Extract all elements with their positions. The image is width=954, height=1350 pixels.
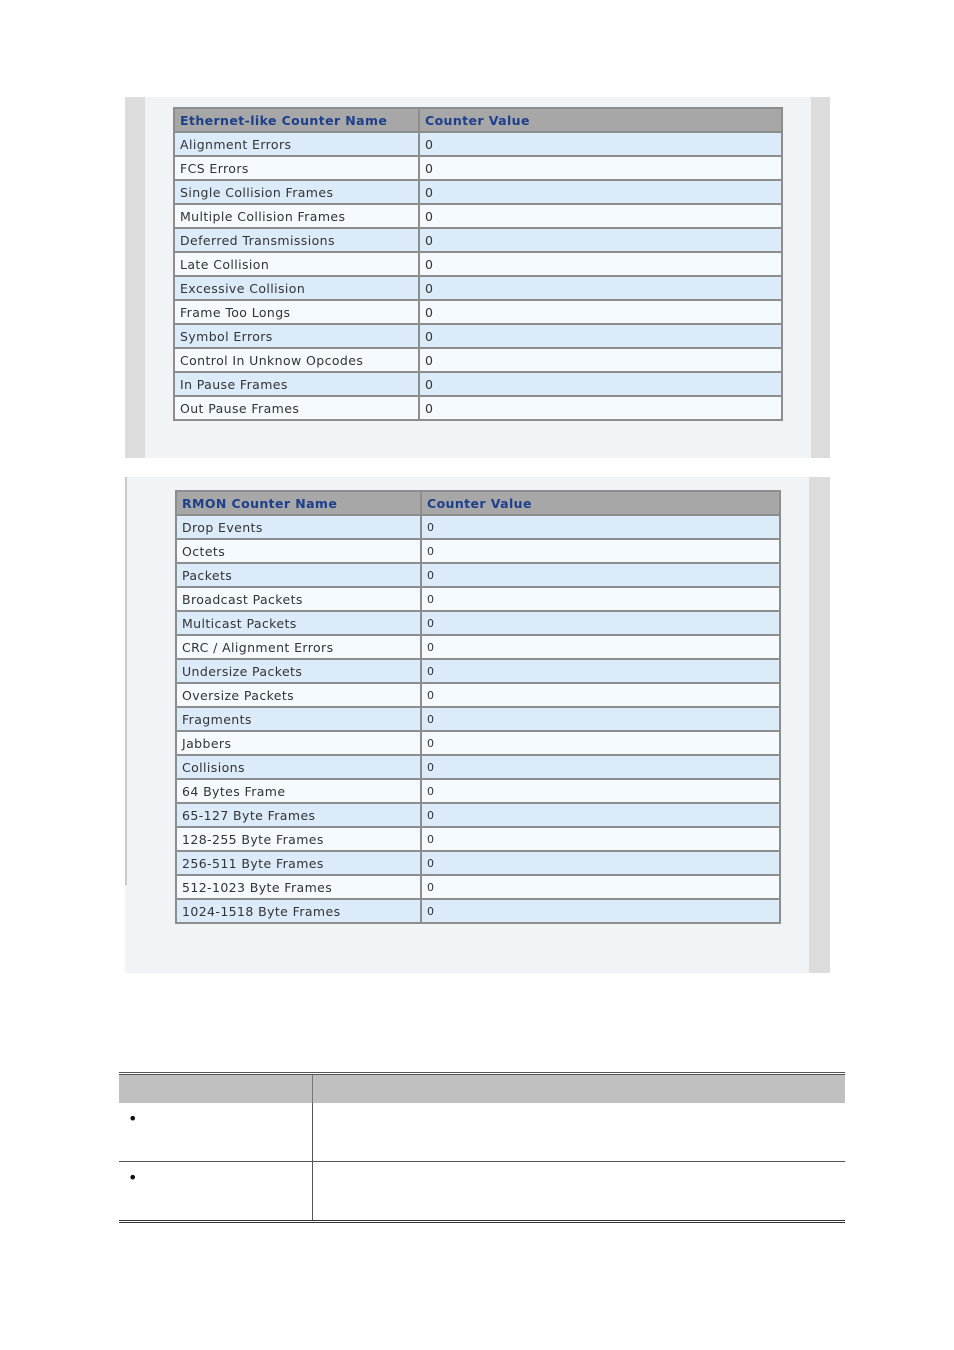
object-cell <box>119 1103 313 1162</box>
table-header-row <box>174 108 782 132</box>
counter-value-cell: 0 <box>419 252 782 276</box>
table-row <box>176 515 780 539</box>
rmon-counters-panel <box>125 477 830 973</box>
table-row <box>174 300 782 324</box>
counter-name-cell: Multicast Packets <box>176 611 421 635</box>
counter-value-cell: 0 <box>421 587 780 611</box>
counter-value-cell: 0 <box>419 132 782 156</box>
counter-value-cell: 0 <box>421 563 780 587</box>
counter-name-cell: Collisions <box>176 755 421 779</box>
description-cell <box>313 1103 846 1162</box>
counter-name-cell: Out Pause Frames <box>174 396 419 420</box>
description-row <box>119 1103 845 1162</box>
counter-name-cell: Deferred Transmissions <box>174 228 419 252</box>
counter-value-cell: 0 <box>419 300 782 324</box>
table-row <box>174 372 782 396</box>
counter-name-cell: FCS Errors <box>174 156 419 180</box>
header-counter-value: Counter Value <box>419 108 782 132</box>
bullet: • <box>128 1109 138 1128</box>
table-row <box>176 635 780 659</box>
counter-value-cell: 0 <box>419 324 782 348</box>
counter-name-cell: 65-127 Byte Frames <box>176 803 421 827</box>
counter-value-cell: 0 <box>421 539 780 563</box>
table-row <box>174 324 782 348</box>
table-row <box>176 707 780 731</box>
counter-value-cell: 0 <box>421 827 780 851</box>
object-description-table <box>119 1072 845 1223</box>
counter-value-cell: 0 <box>421 707 780 731</box>
table-row <box>174 228 782 252</box>
table-row <box>176 563 780 587</box>
table-row <box>174 348 782 372</box>
counter-value-cell: 0 <box>421 659 780 683</box>
counter-value-cell: 0 <box>421 731 780 755</box>
table-row <box>176 683 780 707</box>
counter-name-cell: Broadcast Packets <box>176 587 421 611</box>
counter-name-cell: In Pause Frames <box>174 372 419 396</box>
counter-value-cell: 0 <box>419 348 782 372</box>
ethernet-counters-panel <box>125 97 830 458</box>
counter-name-cell: Symbol Errors <box>174 324 419 348</box>
table-row <box>176 755 780 779</box>
description-row <box>119 1162 845 1222</box>
table-row <box>174 156 782 180</box>
counter-value-cell: 0 <box>421 515 780 539</box>
counter-name-cell: Octets <box>176 539 421 563</box>
table-row <box>174 252 782 276</box>
header-description-cell <box>313 1074 846 1104</box>
table-row <box>176 731 780 755</box>
counter-name-cell: CRC / Alignment Errors <box>176 635 421 659</box>
counter-name-cell: 128-255 Byte Frames <box>176 827 421 851</box>
table-row <box>176 587 780 611</box>
description-header-row <box>119 1074 845 1104</box>
counter-value-cell: 0 <box>419 156 782 180</box>
table-row <box>176 539 780 563</box>
table-row <box>176 851 780 875</box>
counter-name-cell: 1024-1518 Byte Frames <box>176 899 421 923</box>
object-cell <box>119 1162 313 1222</box>
rmon-counters-table <box>175 490 781 924</box>
counter-name-cell: 256-511 Byte Frames <box>176 851 421 875</box>
counter-name-cell: Jabbers <box>176 731 421 755</box>
counter-value-cell: 0 <box>421 899 780 923</box>
description-cell <box>313 1162 846 1222</box>
counter-name-cell: Alignment Errors <box>174 132 419 156</box>
counter-value-cell: 0 <box>421 611 780 635</box>
counter-value-cell: 0 <box>421 755 780 779</box>
panel-left-border <box>125 477 127 885</box>
table-row <box>176 875 780 899</box>
counter-value-cell: 0 <box>421 803 780 827</box>
table-row <box>174 276 782 300</box>
header-counter-value: Counter Value <box>421 491 780 515</box>
counter-value-cell: 0 <box>421 779 780 803</box>
panel-left-border <box>125 97 145 458</box>
counter-name-cell: Undersize Packets <box>176 659 421 683</box>
table-row <box>174 132 782 156</box>
counter-name-cell: Excessive Collision <box>174 276 419 300</box>
table-row <box>176 827 780 851</box>
counter-value-cell: 0 <box>419 276 782 300</box>
table-row <box>176 611 780 635</box>
counter-name-cell: Late Collision <box>174 252 419 276</box>
counter-value-cell: 0 <box>419 204 782 228</box>
counter-name-cell: Fragments <box>176 707 421 731</box>
counter-name-cell: Packets <box>176 563 421 587</box>
table-row <box>176 659 780 683</box>
counter-value-cell: 0 <box>419 228 782 252</box>
table-row <box>174 180 782 204</box>
header-object-cell <box>119 1074 313 1104</box>
counter-name-cell: Multiple Collision Frames <box>174 204 419 228</box>
counter-value-cell: 0 <box>421 875 780 899</box>
counter-value-cell: 0 <box>421 635 780 659</box>
header-counter-name: Ethernet-like Counter Name <box>174 108 419 132</box>
counter-value-cell: 0 <box>419 396 782 420</box>
table-row <box>176 899 780 923</box>
counter-name-cell: 64 Bytes Frame <box>176 779 421 803</box>
table-header-row <box>176 491 780 515</box>
panel-right-border <box>809 477 830 973</box>
table-row <box>176 803 780 827</box>
ethernet-counters-table <box>173 107 783 421</box>
counter-name-cell: Oversize Packets <box>176 683 421 707</box>
counter-name-cell: Drop Events <box>176 515 421 539</box>
counter-name-cell: Control In Unknow Opcodes <box>174 348 419 372</box>
panel-right-border <box>811 97 830 458</box>
header-counter-name: RMON Counter Name <box>176 491 421 515</box>
table-row <box>176 779 780 803</box>
table-row <box>174 396 782 420</box>
counter-value-cell: 0 <box>419 372 782 396</box>
counter-value-cell: 0 <box>421 851 780 875</box>
counter-value-cell: 0 <box>419 180 782 204</box>
bullet: • <box>128 1168 138 1187</box>
counter-name-cell: 512-1023 Byte Frames <box>176 875 421 899</box>
counter-name-cell: Frame Too Longs <box>174 300 419 324</box>
counter-name-cell: Single Collision Frames <box>174 180 419 204</box>
counter-value-cell: 0 <box>421 683 780 707</box>
table-row <box>174 204 782 228</box>
